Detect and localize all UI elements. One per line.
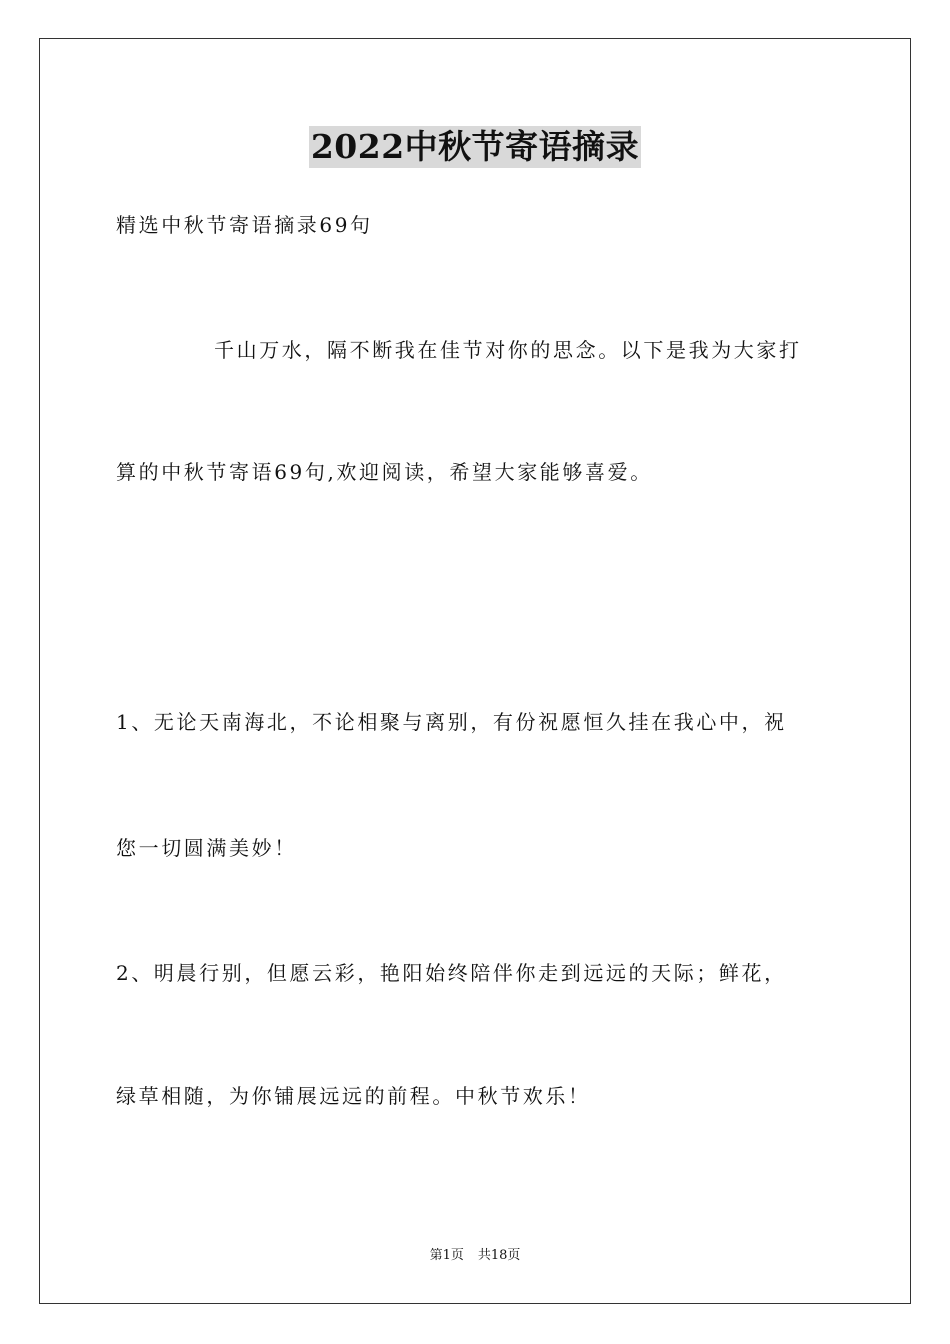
item-1-line-2: 您一切圆满美妙！ [116, 836, 297, 860]
document-title: 2022中秋节寄语摘录 [310, 127, 640, 166]
document-subtitle: 精选中秋节寄语摘录69句 [116, 213, 373, 237]
paragraph-line-1: 千山万水，隔不断我在佳节对你的思念。以下是我为大家打 [214, 338, 802, 362]
item-1-line-1: 1、无论天南海北，不论相聚与离别，有份祝愿恒久挂在我心中，祝 [116, 710, 787, 734]
item-2-line-1: 2、明晨行别，但愿云彩，艳阳始终陪伴你走到远远的天际；鲜花， [116, 961, 787, 985]
page-number: 第1页 [429, 1248, 464, 1263]
title-container [0, 126, 950, 168]
page-total: 共18页 [477, 1248, 521, 1263]
item-2-line-2: 绿草相随，为你铺展远远的前程。中秋节欢乐！ [116, 1084, 591, 1108]
page-footer [0, 1247, 950, 1265]
paragraph-line-2: 算的中秋节寄语69句,欢迎阅读，希望大家能够喜爱。 [116, 460, 653, 484]
